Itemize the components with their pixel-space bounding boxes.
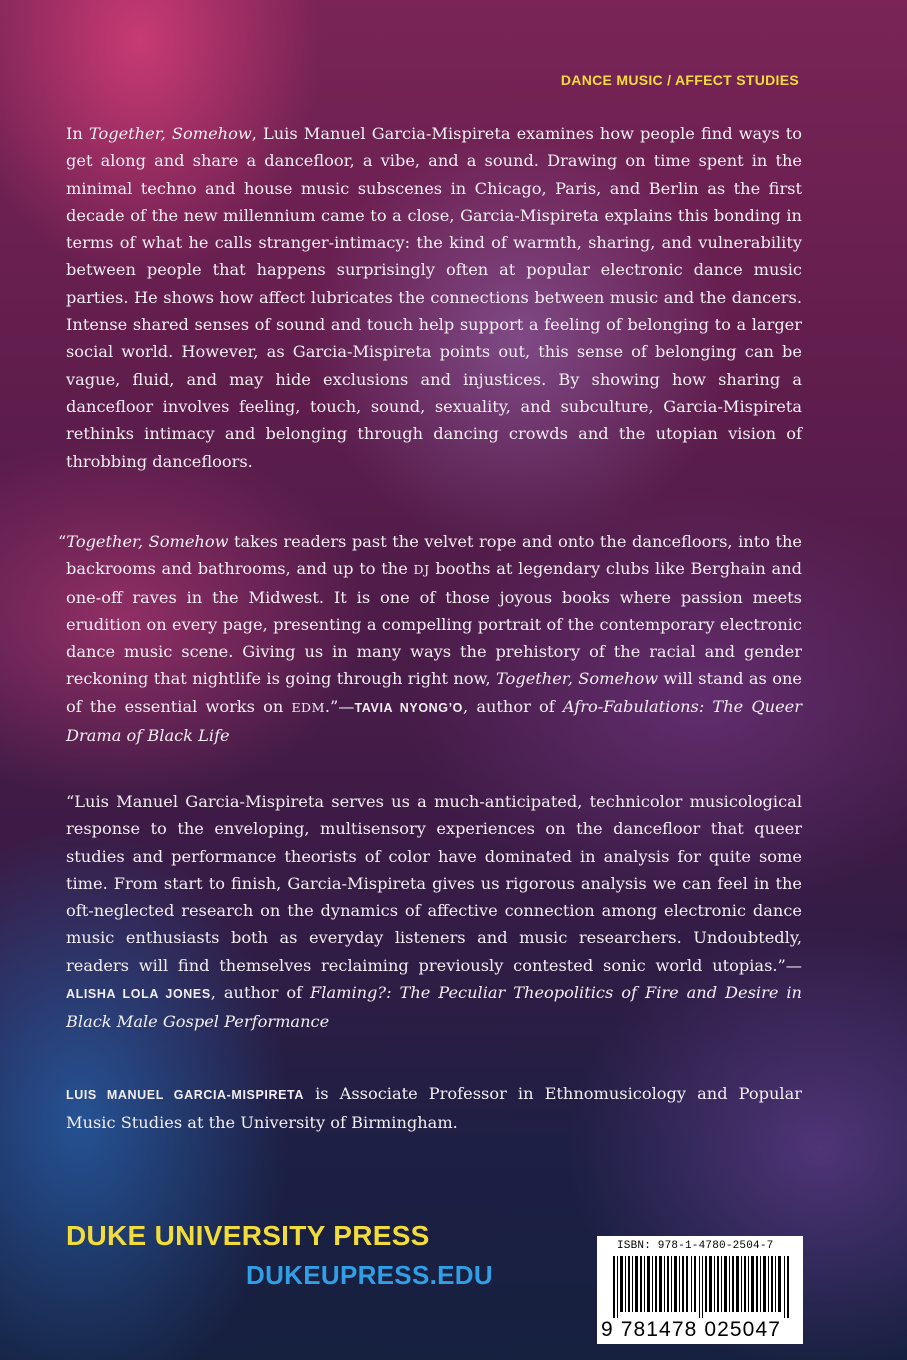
quote-open: “ (58, 532, 67, 551)
book-description (66, 120, 802, 475)
description-lead: In (66, 124, 89, 143)
bio-text: is Associate Professor in Ethnomusicology and Popular Music Studies at the University of Birmingham. (66, 1084, 803, 1133)
quote2-book: Flaming?: The Peculiar Theopolitics of Fire and Desire in Black Male Gospel Performance (66, 983, 802, 1032)
quote1-author: TAVIA NYONG’O (354, 700, 464, 715)
endorsement-quote-1 (58, 528, 803, 749)
author-bio (66, 1080, 802, 1137)
quote1-book: Afro-Fabulations: The Queer Drama of Black Life (66, 696, 803, 746)
quote1-part2: booths at legendary clubs like Berghain and one-off raves in the Midwest. It is one of those joyous books where passion meets erudition on every page, presenting a compelling portrait of the contemporary electronic dance music scene. Giving us in many ways the prehistory of the racial and gender reckoning that nightlife is going through right now, (66, 559, 802, 689)
quote1-dj: DJ (413, 562, 430, 578)
quote1-part3: will stand as one of the essential works on (66, 669, 803, 716)
quote1-title-2: Together, Somehow (496, 669, 659, 689)
isbn-label: ISBN: 978-1-4780-2504-7 (617, 1240, 774, 1252)
description-body: , Luis Manuel Garcia-Mispireta examines how people find ways to get along and share a dancefloor, a vibe, and a sound. Drawing on time spent in the minimal techno and house music subscenes in Chicago, Paris, and Berlin as the first decade of the new millennium came to a close, Garcia-Mispireta explains this bonding in terms of what he calls stranger-intimacy: the kind of warmth, sharing, and vulnerability between people that happens surprisingly often at popular electronic dance music parties. He shows how affect lubricates the connections between music and the dancers. Intense shared senses of sound and touch help support a feeling of belonging to a larger social world. However, as Garcia-Mispireta points out, this sense of belonging can be vague, fluid, and may hide exclusions and injustices. By showing how sharing a dancefloor involves feeling, touch, sound, sexuality, and subculture, Garcia-Mispireta rethinks intimacy and belonging through dancing crowds and the utopian vision of throbbing dancefloors. (66, 124, 803, 471)
barcode (597, 1236, 803, 1344)
endorsement-quote-2 (66, 788, 802, 1036)
quote2-author-of: , author of (210, 983, 311, 1003)
quote2-author: ALISHA LOLA JONES (66, 987, 211, 1002)
bio-name: LUIS MANUEL GARCIA-MISPIRETA (66, 1088, 304, 1102)
quote1-author-of: , author of (463, 696, 563, 716)
category-label: DANCE MUSIC / AFFECT STUDIES (560, 72, 799, 88)
book-title-italic: Together, Somehow (88, 124, 252, 143)
quote1-close: .”— (324, 696, 355, 716)
quote2-text: “Luis Manuel Garcia-Mispireta serves us a much-anticipated, technicolor musicological response to the enveloping, multisensory experiences on the dancefloor that queer studies and performance theorists of color have dominated in analysis for quite some time. From start to finish, Garcia-Mispireta gives us rigorous analysis we can feel in the oft-neglected research on the dynamics of affective connection among electronic dance music enthusiasts both as everyday listeners and music researchers. Undoubtedly, readers will find themselves reclaiming previously contested sonic world utopias.”— (66, 792, 802, 975)
publisher-website: DUKEUPRESS.EDU (246, 1260, 493, 1290)
barcode-digits: 9 781478 025047 (601, 1318, 781, 1341)
quote1-part1: takes readers past the velvet rope and onto the dancefloors, into the backrooms and bathrooms, and up to the (66, 532, 803, 579)
barcode-bars (613, 1256, 791, 1318)
publisher-name: DUKE UNIVERSITY PRESS (66, 1220, 430, 1251)
quote1-edm: EDM (291, 699, 325, 715)
quote1-title: Together, Somehow (66, 532, 229, 551)
